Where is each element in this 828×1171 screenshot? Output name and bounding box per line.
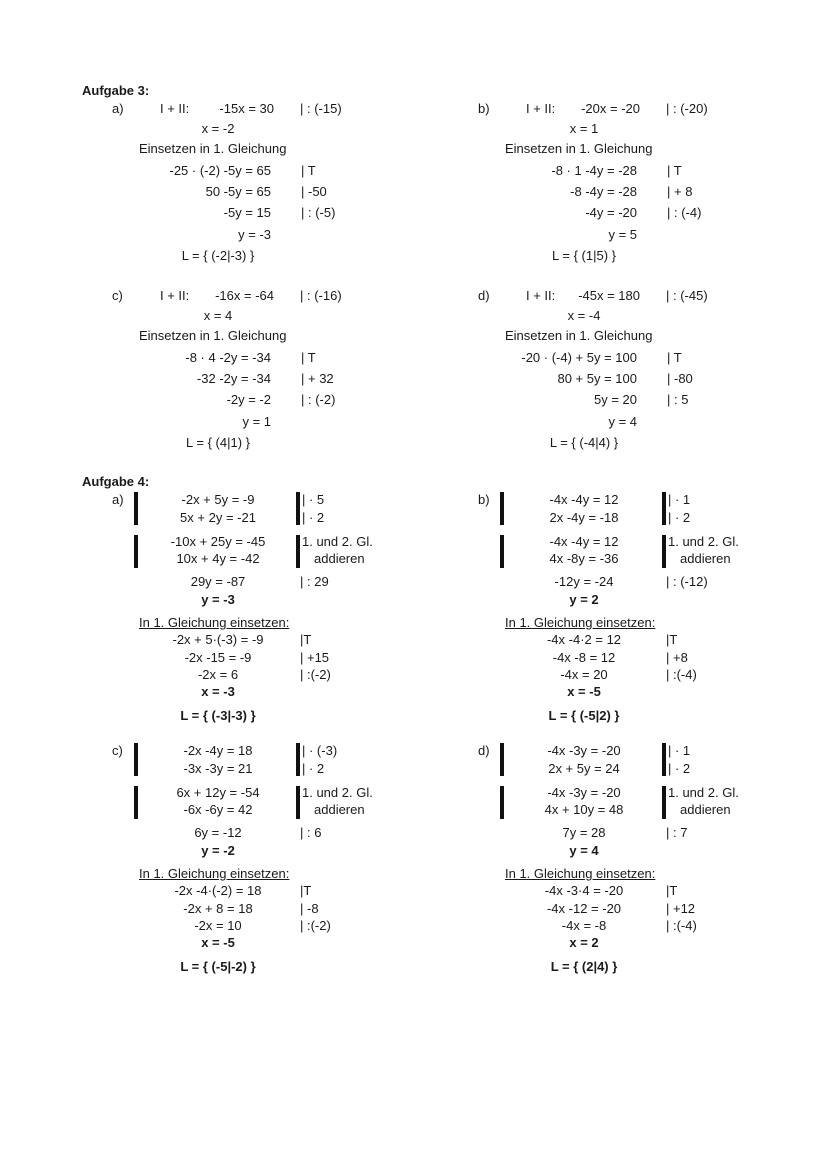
task-3-part-1-step-2-operation: | : (-4) [667, 205, 702, 220]
task-4-part-0-add-note-2: addieren [314, 551, 365, 566]
task-4-part-3-system-bar [500, 743, 504, 776]
task-4-part-1-multiplier-2: | · 2 [668, 510, 691, 525]
task-4-part-1-label: b) [478, 492, 490, 507]
task-4-part-3-add-note-1: 1. und 2. Gl. [668, 785, 739, 800]
task-4-heading: Aufgabe 4: [82, 474, 150, 489]
task-4-part-2-multiplier-bar [296, 743, 300, 776]
task-4-part-1-step-1-equation: -4x -8 = 12 [552, 650, 616, 665]
task-4-part-2-step-1-operation: | -8 [300, 901, 319, 916]
task-4-part-2-label: c) [112, 743, 123, 758]
task-4-part-3-eliminated-operation: | : 7 [666, 825, 688, 840]
task-3-part-2-x-result: x = 4 [203, 308, 233, 323]
task-4-part-3-substitute-heading: In 1. Gleichung einsetzen: [505, 866, 656, 881]
task-4-part-3-step-1-operation: | +12 [666, 901, 696, 916]
task-4-part-3-multiplier-bar [662, 743, 666, 776]
task-4-part-1-step-0-operation: |T [666, 632, 678, 647]
task-4-part-0-step-2-operation: | :(-2) [300, 667, 331, 682]
task-3-part-0-x-result: x = -2 [201, 121, 235, 136]
task-3-part-1-substitute-heading: Einsetzen in 1. Gleichung [505, 141, 653, 156]
task-4-part-2-first-variable: y = -2 [201, 843, 235, 858]
task-3-part-1-sum-operation: | : (-20) [666, 101, 708, 116]
task-4-part-3-step-2-equation: -4x = -8 [561, 918, 607, 933]
task-4-part-0-system-bar [134, 492, 138, 525]
task-4-part-0-substitute-heading: In 1. Gleichung einsetzen: [139, 615, 290, 630]
task-4-part-1-system-bar [500, 492, 504, 525]
task-4-part-0-second-variable: x = -3 [201, 684, 235, 699]
task-4-part-0-solution-set: L = { (-3|-3) } [180, 708, 256, 723]
task-3-part-3-i-plus-ii: I + II: [526, 288, 556, 303]
task-3-part-1-step-0-operation: | T [667, 163, 682, 178]
task-3-part-2-i-plus-ii: I + II: [160, 288, 190, 303]
task-3-part-1-label: b) [478, 101, 490, 116]
task-4-part-3-label: d) [478, 743, 490, 758]
task-4-part-1-scaled-eq-1: -4x -4y = 12 [549, 534, 619, 549]
task-4-part-0-multiplier-2: | · 2 [302, 510, 325, 525]
task-4-part-2-sum-bar [134, 786, 138, 819]
task-3-part-0-substitute-heading: Einsetzen in 1. Gleichung [139, 141, 287, 156]
task-4-part-2-scaled-eq-2: -6x -6y = 42 [183, 802, 253, 817]
task-4-part-1-add-note-1: 1. und 2. Gl. [668, 534, 739, 549]
task-3-part-0-i-plus-ii: I + II: [160, 101, 190, 116]
task-4-part-2-system-eq-2: -3x -3y = 21 [183, 761, 253, 776]
task-4-part-2-step-2-equation: -2x = 10 [194, 918, 242, 933]
task-3-part-0-step-3-equation: y = -3 [238, 227, 271, 242]
task-3-part-1-solution-set: L = { (1|5) } [552, 248, 616, 263]
task-4-part-2-substitute-heading: In 1. Gleichung einsetzen: [139, 866, 290, 881]
task-3-part-2-sum-equation: -16x = -64 [215, 288, 274, 303]
task-4-part-0-sum-bar [134, 535, 138, 568]
task-3-part-0-step-1-operation: | -50 [301, 184, 327, 199]
task-3-part-1-step-1-operation: | + 8 [667, 184, 693, 199]
task-3-part-2-step-1-equation: -32 -2y = -34 [196, 371, 271, 386]
task-3-part-1-x-result: x = 1 [569, 121, 599, 136]
task-4-part-2-step-2-operation: | :(-2) [300, 918, 331, 933]
task-3-part-3-step-1-operation: | -80 [667, 371, 693, 386]
task-3-part-0-step-0-operation: | T [301, 163, 316, 178]
task-4-part-1-system-eq-2: 2x -4y = -18 [549, 510, 619, 525]
task-4-part-3-multiplier-1: | · 1 [668, 743, 691, 758]
task-3-part-2-step-1-operation: | + 32 [301, 371, 334, 386]
task-4-part-0-scaled-eq-2: 10x + 4y = -42 [176, 551, 260, 566]
task-3-part-1-step-3-equation: y = 5 [608, 227, 637, 242]
task-4-part-1-system-eq-1: -4x -4y = 12 [549, 492, 619, 507]
task-4-part-0-addition-bar [296, 535, 300, 568]
task-3-part-0-step-2-equation: -5y = 15 [223, 205, 271, 220]
task-4-part-0-step-1-equation: -2x -15 = -9 [184, 650, 252, 665]
task-4-part-3-multiplier-2: | · 2 [668, 761, 691, 776]
task-4-part-2-eliminated-equation: 6y = -12 [194, 825, 242, 840]
task-3-part-0-step-1-equation: 50 -5y = 65 [205, 184, 271, 199]
task-4-part-1-substitute-heading: In 1. Gleichung einsetzen: [505, 615, 656, 630]
task-4-part-2-multiplier-1: | · (-3) [302, 743, 338, 758]
task-4-part-1-step-0-equation: -4x -4·2 = 12 [546, 632, 622, 647]
task-3-part-3-step-3-equation: y = 4 [608, 414, 637, 429]
task-4-part-0-step-0-operation: |T [300, 632, 312, 647]
task-4-part-2-second-variable: x = -5 [201, 935, 235, 950]
task-3-part-3-step-2-operation: | : 5 [667, 392, 689, 407]
task-3-part-3-x-result: x = -4 [567, 308, 601, 323]
task-3-part-2-step-2-operation: | : (-2) [301, 392, 336, 407]
task-4-part-3-first-variable: y = 4 [569, 843, 599, 858]
task-3-part-1-step-2-equation: -4y = -20 [585, 205, 637, 220]
task-3-part-3-sum-equation: -45x = 180 [578, 288, 640, 303]
task-4-part-3-eliminated-equation: 7y = 28 [562, 825, 606, 840]
task-4-part-0-system-eq-1: -2x + 5y = -9 [181, 492, 255, 507]
task-3-part-2-substitute-heading: Einsetzen in 1. Gleichung [139, 328, 287, 343]
task-3-part-1-sum-equation: -20x = -20 [581, 101, 640, 116]
task-4-part-2-addition-bar [296, 786, 300, 819]
task-4-part-3-solution-set: L = { (2|4) } [550, 959, 618, 974]
task-4-part-0-eliminated-operation: | : 29 [300, 574, 329, 589]
task-4-part-1-add-note-2: addieren [680, 551, 731, 566]
task-4-part-0-step-1-operation: | +15 [300, 650, 330, 665]
task-4-part-1-eliminated-operation: | : (-12) [666, 574, 708, 589]
task-4-part-3-step-2-operation: | :(-4) [666, 918, 697, 933]
task-4-part-2-multiplier-2: | · 2 [302, 761, 325, 776]
task-4-part-2-step-0-equation: -2x -4·(-2) = 18 [174, 883, 262, 898]
task-4-part-1-step-2-equation: -4x = 20 [560, 667, 608, 682]
task-3-part-3-solution-set: L = { (-4|4) } [549, 435, 619, 450]
task-3-heading: Aufgabe 3: [82, 83, 150, 98]
task-3-part-2-solution-set: L = { (4|1) } [186, 435, 250, 450]
task-4-part-1-sum-bar [500, 535, 504, 568]
task-4-part-3-scaled-eq-1: -4x -3y = -20 [547, 785, 621, 800]
task-3-part-1-i-plus-ii: I + II: [526, 101, 556, 116]
task-4-part-2-system-eq-1: -2x -4y = 18 [183, 743, 253, 758]
task-4-part-2-solution-set: L = { (-5|-2) } [180, 959, 256, 974]
task-4-part-1-second-variable: x = -5 [567, 684, 601, 699]
task-4-part-1-addition-bar [662, 535, 666, 568]
task-4-part-2-add-note-1: 1. und 2. Gl. [302, 785, 373, 800]
task-4-part-0-eliminated-equation: 29y = -87 [190, 574, 246, 589]
task-3-part-2-step-0-operation: | T [301, 350, 316, 365]
task-4-part-1-multiplier-1: | · 1 [668, 492, 691, 507]
task-3-part-3-step-0-operation: | T [667, 350, 682, 365]
task-3-part-1-step-0-equation: -8 · 1 -4y = -28 [551, 163, 637, 178]
task-4-part-0-first-variable: y = -3 [201, 592, 235, 607]
task-3-part-3-step-2-equation: 5y = 20 [593, 392, 637, 407]
task-4-part-3-second-variable: x = 2 [569, 935, 599, 950]
task-4-part-2-eliminated-operation: | : 6 [300, 825, 322, 840]
task-4-part-3-step-0-equation: -4x -3·4 = -20 [544, 883, 624, 898]
task-3-part-2-label: c) [112, 288, 123, 303]
task-4-part-0-label: a) [112, 492, 124, 507]
task-4-part-1-solution-set: L = { (-5|2) } [548, 708, 620, 723]
task-4-part-0-scaled-eq-1: -10x + 25y = -45 [170, 534, 266, 549]
task-3-part-0-label: a) [112, 101, 124, 116]
task-4-part-1-step-2-operation: | :(-4) [666, 667, 697, 682]
task-3-part-0-sum-equation: -15x = 30 [219, 101, 274, 116]
task-4-part-2-system-bar [134, 743, 138, 776]
task-4-part-2-step-0-operation: |T [300, 883, 312, 898]
task-4-part-2-scaled-eq-1: 6x + 12y = -54 [176, 785, 260, 800]
task-4-part-3-step-0-operation: |T [666, 883, 678, 898]
task-4-part-1-eliminated-equation: -12y = -24 [554, 574, 614, 589]
task-3-part-3-step-1-equation: 80 + 5y = 100 [557, 371, 637, 386]
task-4-part-1-first-variable: y = 2 [569, 592, 599, 607]
task-3-part-0-step-2-operation: | : (-5) [301, 205, 336, 220]
task-3-part-3-step-0-equation: -20 · (-4) + 5y = 100 [521, 350, 637, 365]
task-4-part-3-add-note-2: addieren [680, 802, 731, 817]
task-3-part-0-sum-operation: | : (-15) [300, 101, 342, 116]
task-4-part-0-multiplier-1: | · 5 [302, 492, 325, 507]
task-4-part-1-scaled-eq-2: 4x -8y = -36 [549, 551, 619, 566]
task-4-part-3-system-eq-1: -4x -3y = -20 [547, 743, 621, 758]
task-3-part-2-step-2-equation: -2y = -2 [226, 392, 271, 407]
task-3-part-3-label: d) [478, 288, 490, 303]
task-4-part-3-scaled-eq-2: 4x + 10y = 48 [544, 802, 624, 817]
task-3-part-2-step-0-equation: -8 · 4 -2y = -34 [185, 350, 271, 365]
task-4-part-0-step-2-equation: -2x = 6 [197, 667, 239, 682]
task-4-part-3-system-eq-2: 2x + 5y = 24 [548, 761, 620, 776]
task-3-part-3-sum-operation: | : (-45) [666, 288, 708, 303]
task-3-part-0-step-0-equation: -25 · (-2) -5y = 65 [169, 163, 271, 178]
task-4-part-3-sum-bar [500, 786, 504, 819]
task-4-part-2-step-1-equation: -2x + 8 = 18 [183, 901, 253, 916]
task-4-part-0-system-eq-2: 5x + 2y = -21 [180, 510, 256, 525]
task-4-part-2-add-note-2: addieren [314, 802, 365, 817]
task-3-part-3-substitute-heading: Einsetzen in 1. Gleichung [505, 328, 653, 343]
task-4-part-0-multiplier-bar [296, 492, 300, 525]
task-4-part-0-add-note-1: 1. und 2. Gl. [302, 534, 373, 549]
task-3-part-2-step-3-equation: y = 1 [242, 414, 271, 429]
task-4-part-0-step-0-equation: -2x + 5·(-3) = -9 [172, 632, 264, 647]
task-4-part-1-multiplier-bar [662, 492, 666, 525]
task-3-part-2-sum-operation: | : (-16) [300, 288, 342, 303]
task-4-part-3-step-1-equation: -4x -12 = -20 [546, 901, 622, 916]
task-3-part-0-solution-set: L = { (-2|-3) } [181, 248, 255, 263]
task-4-part-1-step-1-operation: | +8 [666, 650, 688, 665]
task-3-part-1-step-1-equation: -8 -4y = -28 [570, 184, 637, 199]
task-4-part-3-addition-bar [662, 786, 666, 819]
